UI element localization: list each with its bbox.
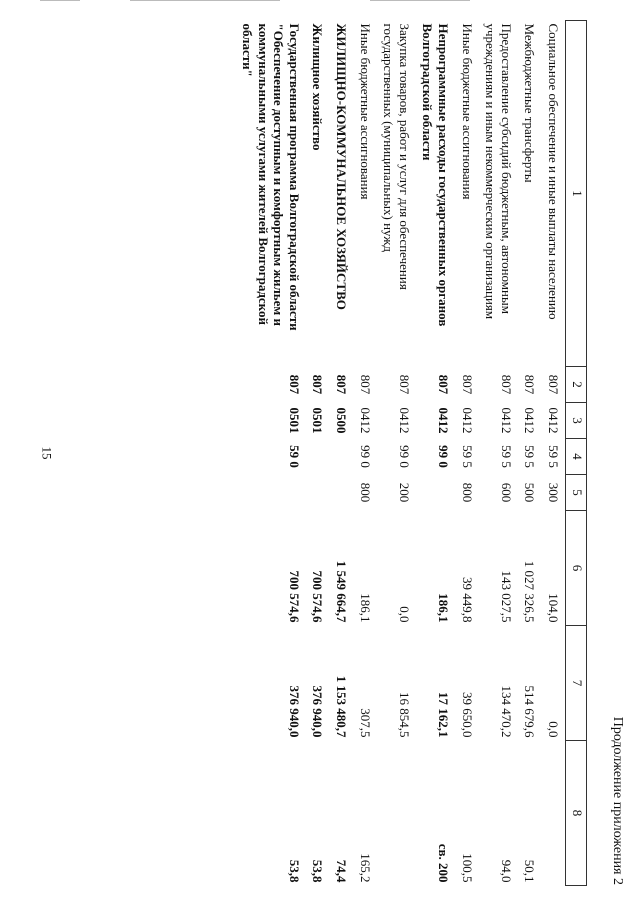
cell-percent: 74,4 [334, 859, 350, 883]
column-header: 1 [566, 21, 587, 367]
cell-plan: 1 549 664,7 [334, 560, 350, 623]
column-header: 2 [566, 367, 587, 403]
cell-section: 0412 [546, 407, 561, 434]
cell-expense-type [236, 475, 306, 511]
cell-actual: 376 940,0 [286, 685, 302, 738]
cell-target: 59 5 [459, 445, 475, 468]
cell-plan: 143 027,5 [498, 570, 514, 623]
cell-section: 0501 [310, 407, 326, 434]
table-row [353, 21, 377, 886]
cell-section: 0500 [334, 407, 350, 434]
cell-target: 99 0 [357, 445, 373, 468]
row-name: Закупка товаров, работ и услуг для обеспечения государственных (муниципальных) нужд [381, 23, 412, 290]
cell-actual: 307,5 [357, 708, 373, 738]
cell-ministry: 807 [436, 374, 452, 395]
cell-plan: 104,0 [546, 593, 561, 623]
cell-target: 59 5 [546, 445, 561, 468]
cell-actual: 134 470,2 [498, 685, 514, 738]
table-body [236, 21, 566, 886]
cell-plan: 700 574,6 [286, 570, 302, 623]
cell-expense-type: 200 [396, 482, 412, 503]
cell-target [329, 439, 353, 475]
row-name: Государственная программа Волгоградской области "Обеспечение доступным и комфортным жильем и коммунальными услугами жителей Волгоградской области" [240, 23, 302, 331]
row-name: Межбюджетные трансферты [522, 23, 538, 183]
cell-percent: 94,0 [498, 859, 514, 883]
cell-target: 99 0 [436, 445, 452, 468]
row-name: Социальное обеспечение и иные выплаты населению [546, 23, 561, 320]
cell-section: 0501 [286, 407, 302, 434]
cell-section: 0412 [522, 407, 538, 434]
cell-target: 59 5 [522, 445, 538, 468]
row-name: ЖИЛИЩНО-КОММУНАЛЬНОЕ ХОЗЯЙСТВО [334, 23, 350, 310]
cell-actual: 39 650,0 [459, 692, 475, 738]
cell-expense-type: 600 [498, 482, 514, 503]
cell-plan: 700 574,6 [310, 570, 326, 623]
cell-percent: 100,5 [459, 853, 475, 883]
cell-target: 59 5 [498, 445, 514, 468]
cell-ministry: 807 [396, 374, 412, 395]
cell-ministry: 807 [334, 374, 350, 395]
cell-expense-type: 800 [459, 482, 475, 503]
cell-ministry: 807 [546, 374, 561, 395]
table-row [455, 21, 479, 886]
cell-percent: 53,8 [310, 859, 326, 883]
cell-actual: 376 940,0 [310, 685, 326, 738]
cell-plan: 39 449,8 [459, 577, 475, 623]
cell-section: 0412 [357, 407, 373, 434]
table-row [329, 21, 353, 886]
cell-expense-type: 300 [546, 482, 561, 503]
cell-expense-type [329, 475, 353, 511]
cell-target: 99 0 [396, 445, 412, 468]
cell-plan: 186,1 [357, 593, 373, 623]
cell-section: 0412 [459, 407, 475, 434]
cell-actual: 1 153 480,7 [334, 675, 350, 738]
cell-plan: 0,0 [396, 606, 412, 623]
row-name: Жилищное хозяйство [310, 23, 326, 151]
cell-percent [377, 741, 416, 886]
cell-target [306, 439, 330, 475]
budget-table [236, 20, 588, 886]
cell-actual: 16 854,5 [396, 692, 412, 738]
column-header: 4 [566, 439, 587, 475]
cell-expense-type [416, 475, 455, 511]
continuation-label: Продолжение приложения 2 [610, 716, 625, 885]
column-header: 7 [566, 626, 587, 741]
table-row [236, 21, 306, 886]
cell-section: 0412 [396, 407, 412, 434]
cell-actual: 514 679,6 [522, 685, 538, 738]
scan-top-edge [40, 0, 560, 2]
cell-ministry: 807 [286, 374, 302, 395]
cell-expense-type: 800 [357, 482, 373, 503]
column-header: 3 [566, 403, 587, 439]
column-header: 6 [566, 511, 587, 626]
cell-plan: 1 027 326,5 [522, 560, 538, 623]
table-header-row [566, 21, 587, 886]
cell-target: 59 0 [286, 445, 302, 468]
cell-ministry: 807 [522, 374, 538, 395]
row-name: Предоставление субсидий бюджетным, автономным учреждениям и иным некоммерческим организациям [483, 23, 514, 320]
table-row [479, 21, 518, 886]
cell-percent [541, 741, 565, 886]
cell-plan: 186,1 [436, 593, 452, 623]
cell-expense-type [306, 475, 330, 511]
table-row [416, 21, 455, 886]
table-row [377, 21, 416, 886]
page-number: 15 [39, 446, 55, 460]
table-row [541, 21, 565, 886]
row-name: Иные бюджетные ассигнования [357, 23, 373, 200]
cell-percent: 53,8 [286, 859, 302, 883]
table-row [518, 21, 542, 886]
cell-section: 0412 [436, 407, 452, 434]
row-name: Иные бюджетные ассигнования [459, 23, 475, 200]
row-name: Непрограммные расходы государственных органов Волгоградской области [420, 23, 452, 327]
cell-ministry: 807 [357, 374, 373, 395]
column-header: 8 [566, 741, 587, 886]
rotated-page [95, 20, 625, 885]
cell-percent: св. 200 [436, 843, 452, 883]
cell-percent: 165,2 [357, 853, 373, 883]
cell-actual: 17 162,1 [436, 692, 452, 738]
cell-ministry: 807 [498, 374, 514, 395]
column-header: 5 [566, 475, 587, 511]
cell-ministry: 807 [459, 374, 475, 395]
cell-ministry: 807 [310, 374, 326, 395]
cell-actual: 0,0 [546, 721, 561, 738]
table-row [306, 21, 330, 886]
cell-percent: 50,1 [522, 859, 538, 883]
cell-expense-type: 500 [522, 482, 538, 503]
cell-section: 0412 [498, 407, 514, 434]
